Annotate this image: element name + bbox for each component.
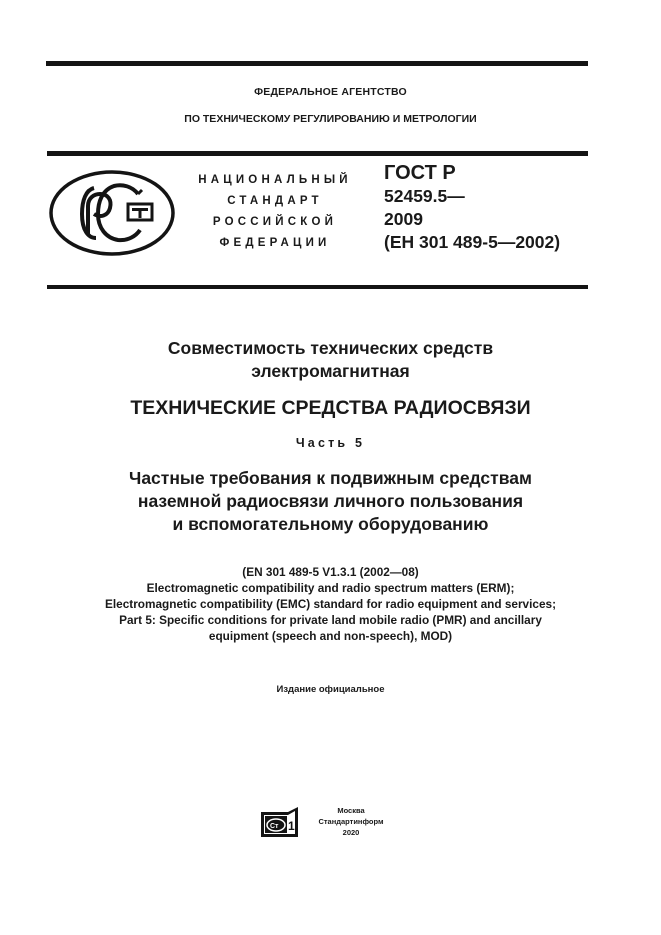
designation-line: 2009 (384, 209, 423, 229)
general-title (0, 337, 661, 383)
agency-name-line2: ПО ТЕХНИЧЕСКОМУ РЕГУЛИРОВАНИЮ И МЕТРОЛОГИИ (184, 113, 477, 125)
publisher-year: 2020 (342, 828, 360, 837)
top-rule (46, 61, 588, 66)
national-standard-line: НАЦИОНАЛЬНЫЙ (198, 174, 352, 186)
subtitle-line: Частные требования к подвижным средствам (129, 468, 532, 488)
part-subtitle (0, 467, 661, 536)
designation-line: ГОСТ Р (384, 162, 456, 184)
english-title (0, 564, 661, 644)
english-title-line: Electromagnetic compatibility and radio spectrum matters (ERM); (146, 581, 515, 595)
english-title-line: Electromagnetic compatibility (EMC) standard for radio equipment and services; (105, 597, 556, 611)
agency-name-line1: ФЕДЕРАЛЬНОЕ АГЕНТСТВО (254, 86, 407, 98)
standartinform-logo-icon (260, 806, 300, 838)
standard-designation (384, 162, 560, 254)
national-standard-line: СТАНДАРТ (227, 195, 323, 207)
designation-line: 52459.5— (384, 186, 465, 206)
main-title: ТЕХНИЧЕСКИЕ СРЕДСТВА РАДИОСВЯЗИ (130, 397, 531, 419)
publisher-name: Стандартинформ (318, 817, 384, 826)
english-title-line: equipment (speech and non-speech), MOD) (208, 629, 453, 643)
national-standard-line: ФЕДЕРАЦИИ (219, 237, 331, 249)
part-label: Часть 5 (295, 436, 366, 450)
standard-block-bottom-rule (47, 285, 588, 289)
designation-line: (ЕН 301 489-5—2002) (384, 232, 561, 252)
publisher-imprint (306, 805, 396, 838)
publisher-city: Москва (337, 806, 365, 815)
subtitle-line: и вспомогательному оборудованию (172, 514, 489, 534)
national-standard-label (185, 170, 365, 254)
svg-text:Ст: Ст (270, 823, 279, 830)
general-title-line: электромагнитная (251, 361, 410, 381)
national-standard-line: РОССИЙСКОЙ (212, 216, 338, 228)
subtitle-line: наземной радиосвязи личного пользования (137, 491, 524, 511)
english-title-line: Part 5: Specific conditions for private land mobile radio (PMR) and ancillary (119, 613, 542, 627)
general-title-line: Совместимость технических средств (167, 338, 494, 358)
english-title-line: (EN 301 489-5 V1.3.1 (2002—08) (242, 565, 419, 579)
rst-logo-icon (48, 168, 178, 258)
standard-block-top-rule (47, 151, 588, 156)
edition-label: Издание официальное (276, 684, 385, 695)
svg-text:1: 1 (288, 819, 295, 833)
